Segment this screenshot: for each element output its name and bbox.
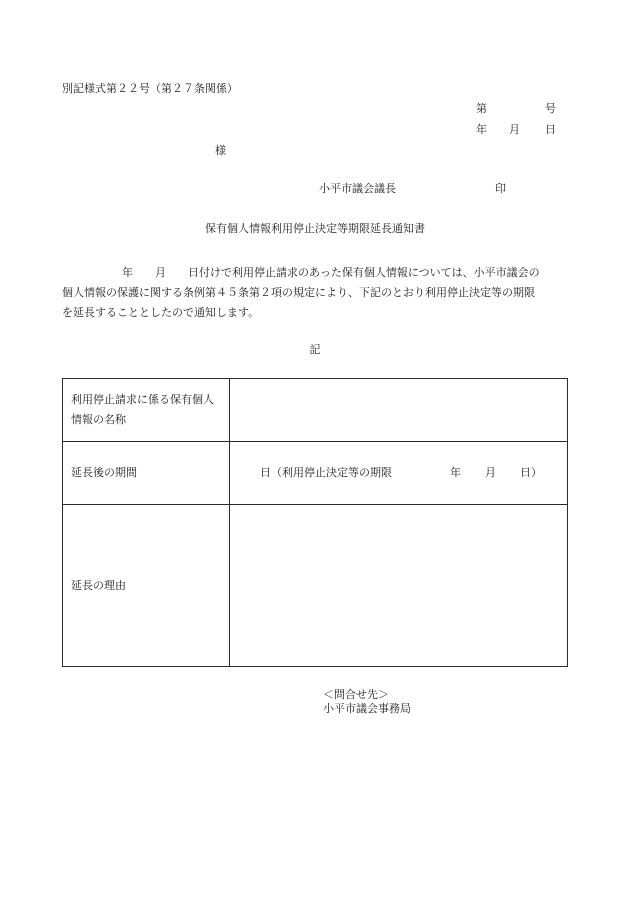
table-row-period [63, 442, 568, 505]
body-line-3: を延長することとしたので通知します。 [62, 306, 260, 319]
seal-mark: 印 [495, 182, 506, 195]
number-prefix: 第 [476, 102, 487, 115]
table-label-name: 利用停止請求に係る保有個人情報の名称 [63, 379, 230, 442]
table-value-name [230, 379, 568, 442]
period-end-text: 日） [520, 466, 542, 479]
contact-office: 小平市議会事務局 [323, 702, 411, 715]
form-number: 別記様式第２２号（第２７条関係） [62, 82, 238, 95]
sender-name: 小平市議会議長 [319, 182, 396, 195]
ki-heading: 記 [309, 343, 321, 356]
date-year-label: 年 [476, 123, 487, 136]
body-line-1 [62, 263, 570, 283]
table-row-reason [63, 505, 568, 667]
body-line-1-rest: 日付けで利用停止請求のあった保有個人情報については、小平市議会の [188, 266, 540, 279]
period-year-label: 年 [450, 466, 461, 479]
details-table [62, 378, 568, 667]
table-label-period: 延長後の期間 [63, 442, 230, 505]
period-month-label: 月 [485, 466, 496, 479]
table-row-name [63, 379, 568, 442]
notice-body [62, 263, 570, 323]
table-value-reason [230, 505, 568, 667]
body-month-label: 月 [155, 266, 166, 279]
date-month-label: 月 [509, 123, 520, 136]
body-year-label: 年 [122, 266, 133, 279]
table-label-reason: 延長の理由 [63, 505, 230, 667]
period-day-text: 日（利用停止決定等の期限 [260, 466, 392, 479]
table-value-period [230, 442, 568, 505]
date-day-label: 日 [545, 123, 556, 136]
number-suffix: 号 [545, 102, 556, 115]
document-title: 保有個人情報利用停止決定等期限延長通知書 [205, 222, 425, 235]
addressee-honorific: 様 [215, 144, 226, 157]
contact-label: ＜問合せ先＞ [323, 688, 389, 701]
body-line-2: 個人情報の保護に関する条例第４５条第２項の規定により、下記のとおり利用停止決定等の期限 [62, 286, 535, 299]
